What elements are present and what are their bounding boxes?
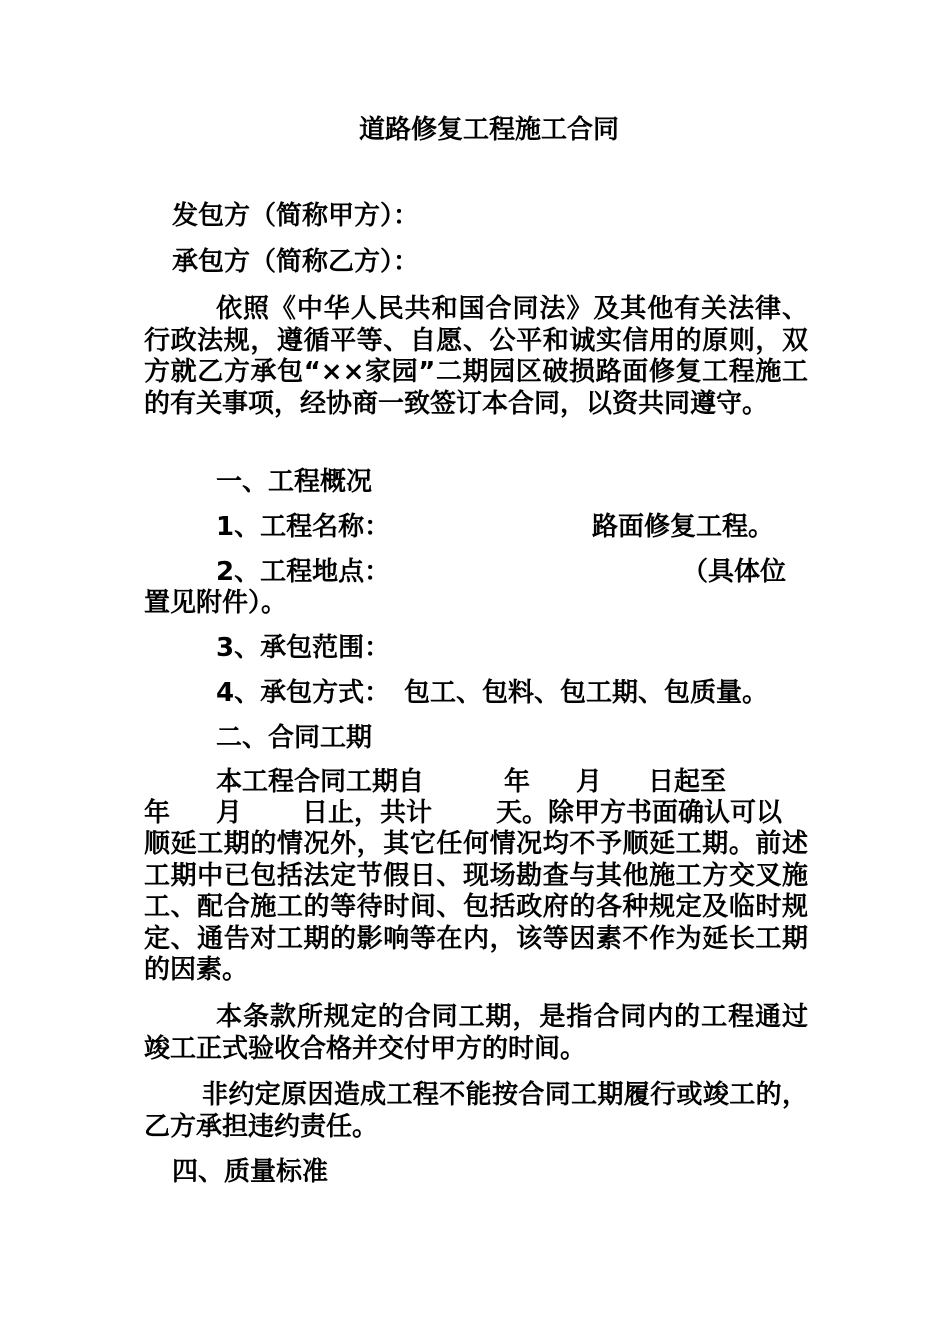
- total-days-text: 天。除甲方书面确认可以: [496, 798, 783, 828]
- breach-paragraph: 非约定原因造成工程不能按合同工期履行或竣工的，乙方承担违约责任。: [144, 1080, 808, 1142]
- section-4-heading: 四、质量标准: [172, 1157, 329, 1187]
- project-location-note-cont: 置见附件）。: [144, 588, 288, 618]
- preamble-paragraph: 依照《中华人民共和国合同法》及其他有关法律、行政法规，遵循平等、自愿、公平和诚实信用的原则，双方就乙方承包“××家园”二期园区破损路面修复工程施工的有关事项，经协商一致签订本合同，以资共同遵守。: [144, 294, 808, 419]
- project-name-value: 路面修复工程。: [592, 512, 775, 542]
- project-location-note: （具体位: [682, 557, 787, 587]
- contract-scope-label: 3、承包范围：: [216, 633, 391, 663]
- schedule-definition-paragraph: 本条款所规定的合同工期，是指合同内的工程通过竣工正式验收合格并交付甲方的时间。: [144, 1002, 808, 1064]
- document-title: 道路修复工程施工合同: [358, 115, 619, 145]
- end-month-unit: 月: [216, 798, 243, 828]
- contract-mode-label: 4、承包方式：: [216, 678, 391, 708]
- section-1-heading: 一、工程概况: [216, 467, 373, 497]
- party-a-label: 发包方（简称甲方）：: [172, 201, 420, 231]
- start-month-unit: 月: [576, 767, 603, 797]
- project-name-label: 1、工程名称：: [216, 512, 391, 542]
- project-location-label: 2、工程地点：: [216, 557, 391, 587]
- schedule-start-text: 本工程合同工期自: [216, 767, 425, 797]
- contract-mode-value: 包工、包料、包工期、包质量。: [404, 678, 769, 708]
- party-b-label: 承包方（简称乙方）：: [172, 247, 420, 277]
- start-day-unit: 日起至: [648, 767, 727, 797]
- end-day-unit: 日止，共计: [302, 798, 433, 828]
- schedule-paragraph: 顺延工期的情况外，其它任何情况均不予顺延工期。前述工期中已包括法定节假日、现场勘查与其他施工方交叉施工、配合施工的等待时间、包括政府的各种规定及临时规定、通告对工期的影响等在内，该等因素不作为延长工期的因素。: [144, 829, 808, 985]
- section-2-heading: 二、合同工期: [216, 723, 373, 753]
- start-year-unit: 年: [504, 767, 531, 797]
- end-year-unit: 年: [144, 798, 171, 828]
